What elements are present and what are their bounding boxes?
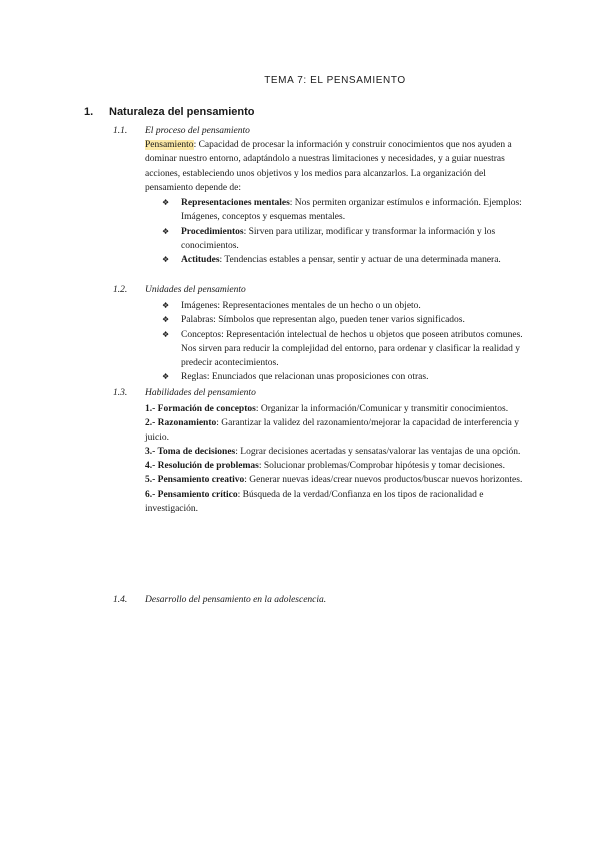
list-item — [162, 328, 524, 371]
bullet-text: Imágenes: Representaciones mentales de un hecho o un objeto. — [181, 301, 421, 311]
skill-text: : Búsqueda de la verdad/Confianza en los tipos de racionalidad e investigación. — [145, 489, 484, 515]
bullet-text: : Nos permiten organizar estímulos e información. Ejemplos: Imágenes, conceptos y esquemas mentales. — [181, 198, 522, 223]
subheading-number: 1.1. — [113, 126, 128, 136]
list-item — [162, 225, 524, 254]
list-item — [145, 416, 525, 445]
subheading-label: Habilidades del pensamiento — [145, 388, 256, 398]
diamond-bullet-icon: ❖ — [162, 255, 170, 265]
subheading-label: Desarrollo del pensamiento en la adolescencia. — [145, 595, 327, 605]
subheading-1-4 — [113, 595, 326, 605]
bullet-text: Conceptos: Representación intelectual de hechos u objetos que poseen atributos comunes. Nos sirven para reducir la complejidad del entorno, para ordenar y clasificar la realidad y predecir acontecimientos. — [181, 329, 523, 369]
diamond-bullet-icon: ❖ — [162, 372, 170, 382]
list-item — [162, 313, 524, 327]
list-item — [145, 488, 525, 517]
list-item — [145, 402, 525, 416]
definition-paragraph — [145, 138, 525, 195]
list-item — [162, 299, 524, 313]
diamond-bullet-icon: ❖ — [162, 329, 170, 339]
subheading-number: 1.3. — [113, 388, 128, 398]
bullet-text: Reglas: Enunciados que relacionan unas proposiciones con otras. — [181, 372, 429, 383]
skill-term: 5.- Pensamiento creativo — [145, 475, 245, 486]
subheading-number: 1.4. — [113, 595, 128, 605]
section-heading — [84, 106, 255, 118]
diamond-bullet-icon: ❖ — [162, 301, 170, 310]
list-item — [162, 253, 524, 267]
list-item — [162, 196, 524, 225]
subheading-1-2 — [113, 285, 246, 295]
units-bullets — [162, 299, 524, 385]
bullet-text: : Sirven para utilizar, modificar y transformar la información y los conocimientos. — [181, 226, 496, 251]
diamond-bullet-icon: ❖ — [162, 226, 170, 236]
list-item — [145, 473, 525, 487]
skill-text: : Lograr decisiones acertadas y sensatas/valorar las ventajas de una opción. — [235, 446, 521, 457]
definition-text: : Capacidad de procesar la información y construir conocimientos que nos ayuden a dominar nuestro entorno, adaptándolo a nuestras limitaciones y necesidades, y a guiar nuestras acciones, estableciendo unos objetivos y los medios para alcanzarlos. La organización del pensamiento depende de: — [145, 140, 512, 193]
subheading-number: 1.2. — [113, 285, 128, 295]
skill-text: : Generar nuevas ideas/crear nuevos productos/buscar nuevos horizontes. — [244, 475, 523, 486]
bullet-text: : Tendencias estables a pensar, sentir y actuar de una determinada manera. — [219, 255, 501, 266]
skill-term: 4.- Resolución de problemas — [145, 461, 259, 472]
page-title: TEMA 7: EL PENSAMIENTO — [264, 75, 406, 86]
subheading-1-1 — [113, 126, 250, 136]
skill-text: : Organizar la información/Comunicar y transmitir conocimientos. — [255, 404, 509, 414]
bullet-text: Palabras: Símbolos que representan algo, pueden tener varios significados. — [181, 315, 465, 326]
section-number: 1. — [84, 106, 94, 118]
bullet-term: Procedimientos — [181, 226, 244, 237]
diamond-bullet-icon: ❖ — [162, 198, 170, 207]
skill-term: 3.- Toma de decisiones — [145, 446, 236, 457]
skill-text: : Solucionar problemas/Comprobar hipótesis y tomar decisiones. — [258, 461, 506, 472]
subheading-label: El proceso del pensamiento — [145, 126, 250, 136]
skill-text: : Garantizar la validez del razonamiento/mejorar la capacidad de interferencia y juicio. — [145, 418, 520, 443]
highlighted-term: Pensamiento — [145, 140, 194, 150]
section-label: Naturaleza del pensamiento — [109, 106, 255, 118]
organization-bullets — [162, 196, 524, 267]
list-item — [145, 459, 525, 473]
subheading-1-3 — [113, 388, 256, 398]
skills-list — [145, 402, 525, 516]
bullet-term: Actitudes — [181, 255, 220, 266]
skill-term: 6.- Pensamiento crítico — [145, 489, 238, 500]
subheading-label: Unidades del pensamiento — [145, 285, 246, 295]
skill-term: 1.- Formación de conceptos — [145, 404, 256, 414]
skill-term: 2.- Razonamiento — [145, 418, 217, 429]
diamond-bullet-icon: ❖ — [162, 315, 170, 325]
list-item — [145, 445, 525, 459]
list-item — [162, 370, 524, 384]
bullet-term: Representaciones mentales — [181, 198, 290, 208]
